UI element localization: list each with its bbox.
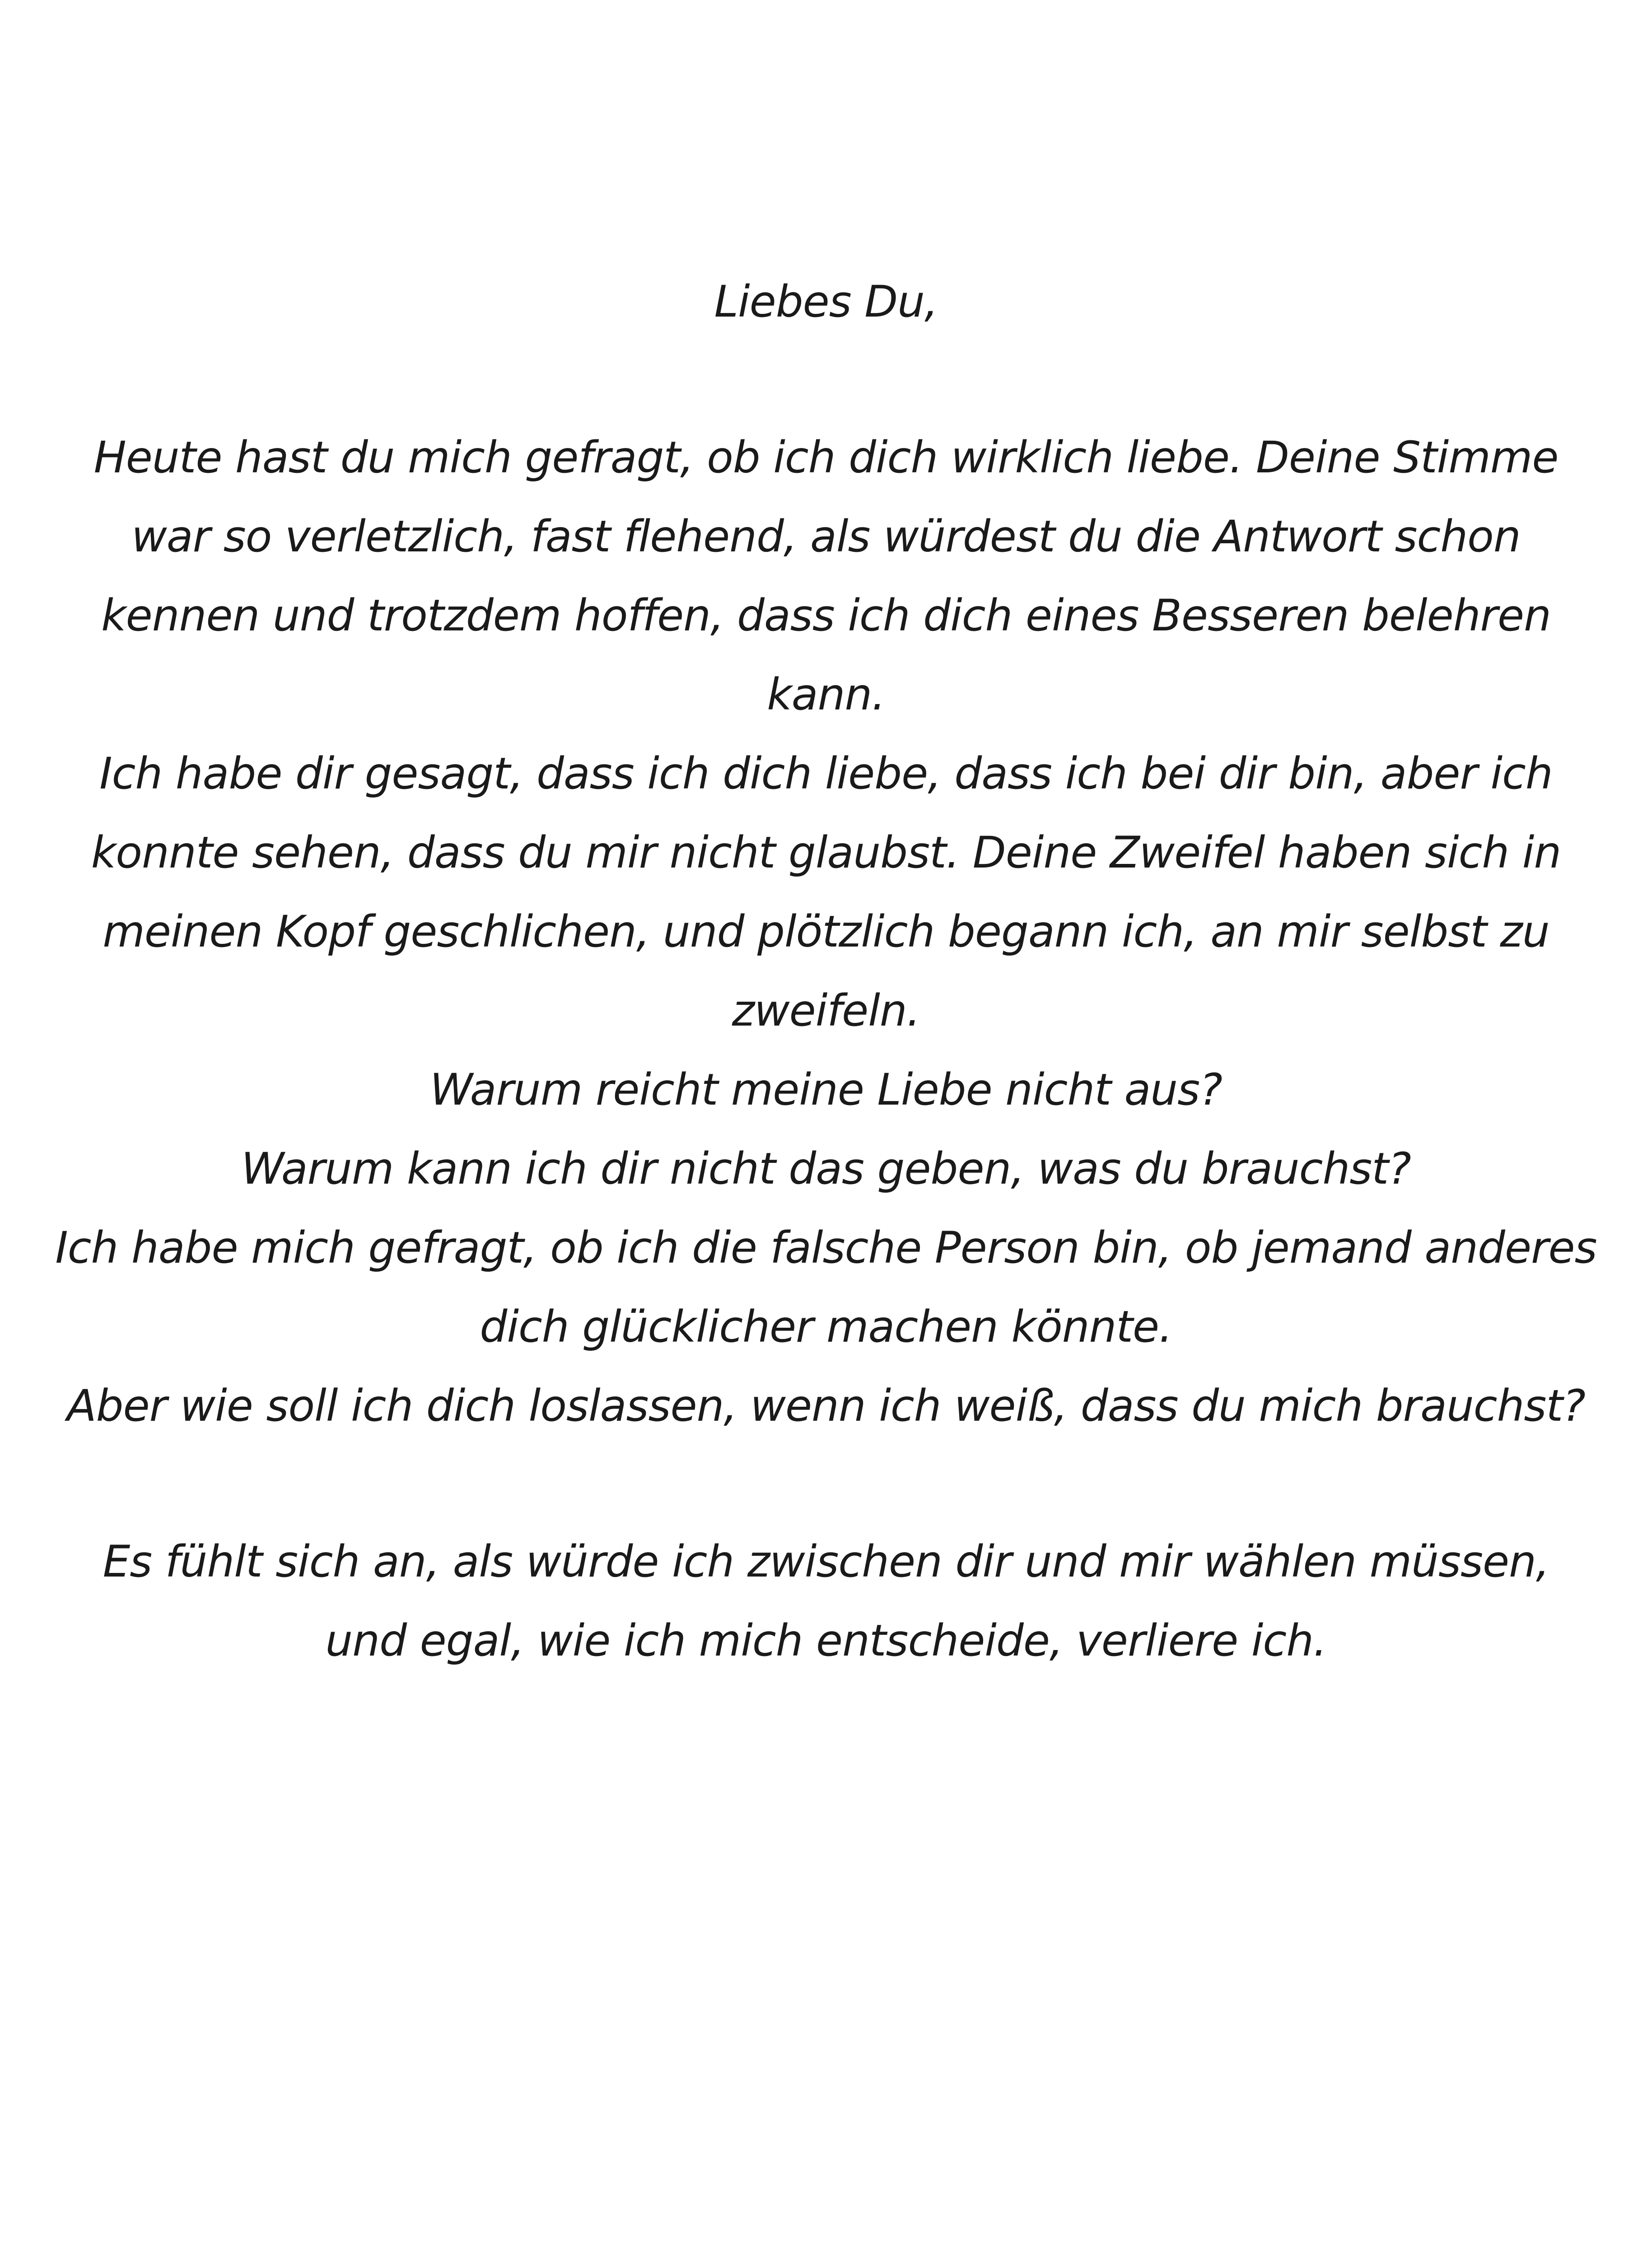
- letter-line: kann.: [767, 669, 885, 720]
- letter-line: zweifeln.: [732, 985, 920, 1036]
- salutation: Liebes Du,: [714, 276, 938, 327]
- letter-line: Ich habe dir gesagt, dass ich dich liebe, dass ich bei dir bin, aber ich: [99, 748, 1553, 799]
- letter-line: meinen Kopf geschlichen, und plötzlich begann ich, an mir selbst zu: [103, 906, 1549, 957]
- letter-line: kennen und trotzdem hoffen, dass ich dich eines Besseren belehren: [101, 590, 1551, 641]
- letter-line: Aber wie soll ich dich loslassen, wenn ich weiß, dass du mich brauchst?: [66, 1381, 1586, 1431]
- letter-line: Warum reicht meine Liebe nicht aus?: [429, 1064, 1223, 1115]
- letter-line: Ich habe mich gefragt, ob ich die falsche Person bin, ob jemand anderes: [55, 1222, 1597, 1273]
- letter-line: war so verletzlich, fast flehend, als würdest du die Antwort schon: [131, 511, 1521, 562]
- letter-line: Heute hast du mich gefragt, ob ich dich wirklich liebe. Deine Stimme: [93, 432, 1559, 483]
- letter-line: Warum kann ich dir nicht das geben, was du brauchst?: [241, 1143, 1411, 1194]
- letter-line: konnte sehen, dass du mir nicht glaubst. Deine Zweifel haben sich in: [91, 827, 1561, 878]
- letter-line: und egal, wie ich mich entscheide, verliere ich.: [325, 1615, 1327, 1666]
- letter-line: dich glücklicher machen könnte.: [480, 1302, 1172, 1352]
- letter-line: Es fühlt sich an, als würde ich zwischen dir und mir wählen müssen,: [103, 1536, 1549, 1587]
